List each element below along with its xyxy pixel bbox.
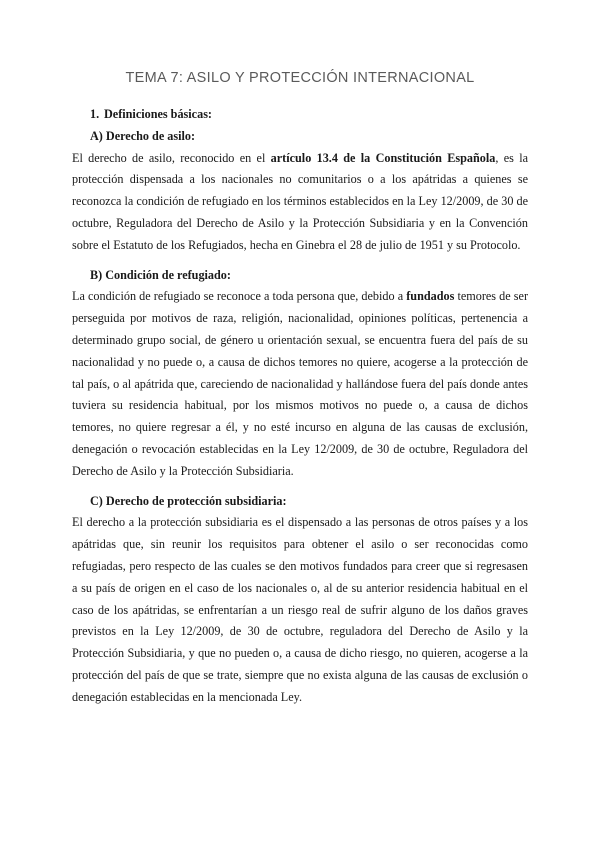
section-b-text-2: temores de ser perseguida por motivos de raza, religión, nacionalidad, opiniones políticas, pertenencia a determinado grupo social, de género u orientación sexual, se encuentra fuera del país de su nacionalidad y no puede o, a causa de dichos temores no quiere, acogerse a la protección de tal país, o al apátrida que, careciendo de nacionalidad y hallándose fuera del país donde antes tuviera su residencia habitual, por los mismos motivos no puede o, a causa de dichos temores, no quiere regresar a él, y no esté incurso en alguna de las causas de exclusión, denegación o revocación establecidas en la Ley 12/2009, de 30 de octubre, Reguladora del Derecho de Asilo y la Protección Subsidiaria. [72, 289, 529, 478]
section-a-paragraph [72, 148, 528, 257]
section-b-text-1: La condición de refugiado se reconoce a toda persona que, debido a [72, 289, 407, 304]
section-a-text-2: , es la protección dispensada a los nacionales no comunitarios o a los apátridas a quienes se reconozca la condición de refugiado en los términos establecidos en la Ley 12/2009, de 30 de octubre, Reguladora del Derecho de Asilo y la Protección Subsidiaria y en la Convención sobre el Estatuto de los Refugiados, hecha en Ginebra el 28 de julio de 1951 y su Protocolo. [72, 150, 528, 252]
section-c-paragraph: El derecho a la protección subsidiaria es el dispensado a las personas de otros países y a los apátridas que, sin reunir los requisitos para obtener el asilo o ser reconocidas como refugiadas, pero respecto de las cuales se den motivos fundados para creer que si regresasen a su país de origen en el caso de los nacionales o, al de su anterior residencia habitual en el caso de los apátridas, se enfrentarían a un riesgo real de sufrir alguno de los daños graves previstos en la Ley 12/2009, de 30 de octubre, reguladora del Derecho de Asilo y la Protección Subsidiaria, y que no pueden o, a causa de dicho riesgo, no quieren, acogerse a la protección del país de que se trate, siempre que no exista alguna de las causas de exclusión o denegación establecidas en la mencionada Ley. [72, 515, 528, 704]
section-a-bold-reference: artículo 13.4 de la Constitución Española [270, 150, 496, 165]
section-a-text-1: El derecho de asilo, reconocido en el [72, 150, 271, 165]
document-title: TEMA 7: ASILO Y PROTECCIÓN INTERNACIONAL [125, 70, 475, 86]
section-b-paragraph [72, 286, 528, 482]
section-b-heading: B) Condición de refugiado: [90, 267, 231, 282]
document-body [72, 104, 528, 709]
section-c-heading: C) Derecho de protección subsidiaria: [90, 493, 287, 508]
section-b-bold-word: fundados [406, 289, 455, 304]
section-a-heading: A) Derecho de asilo: [90, 128, 196, 143]
section-1-title: Definiciones básicas: [104, 107, 212, 121]
section-1-heading [72, 104, 528, 126]
section-1-number: 1. [90, 107, 100, 121]
